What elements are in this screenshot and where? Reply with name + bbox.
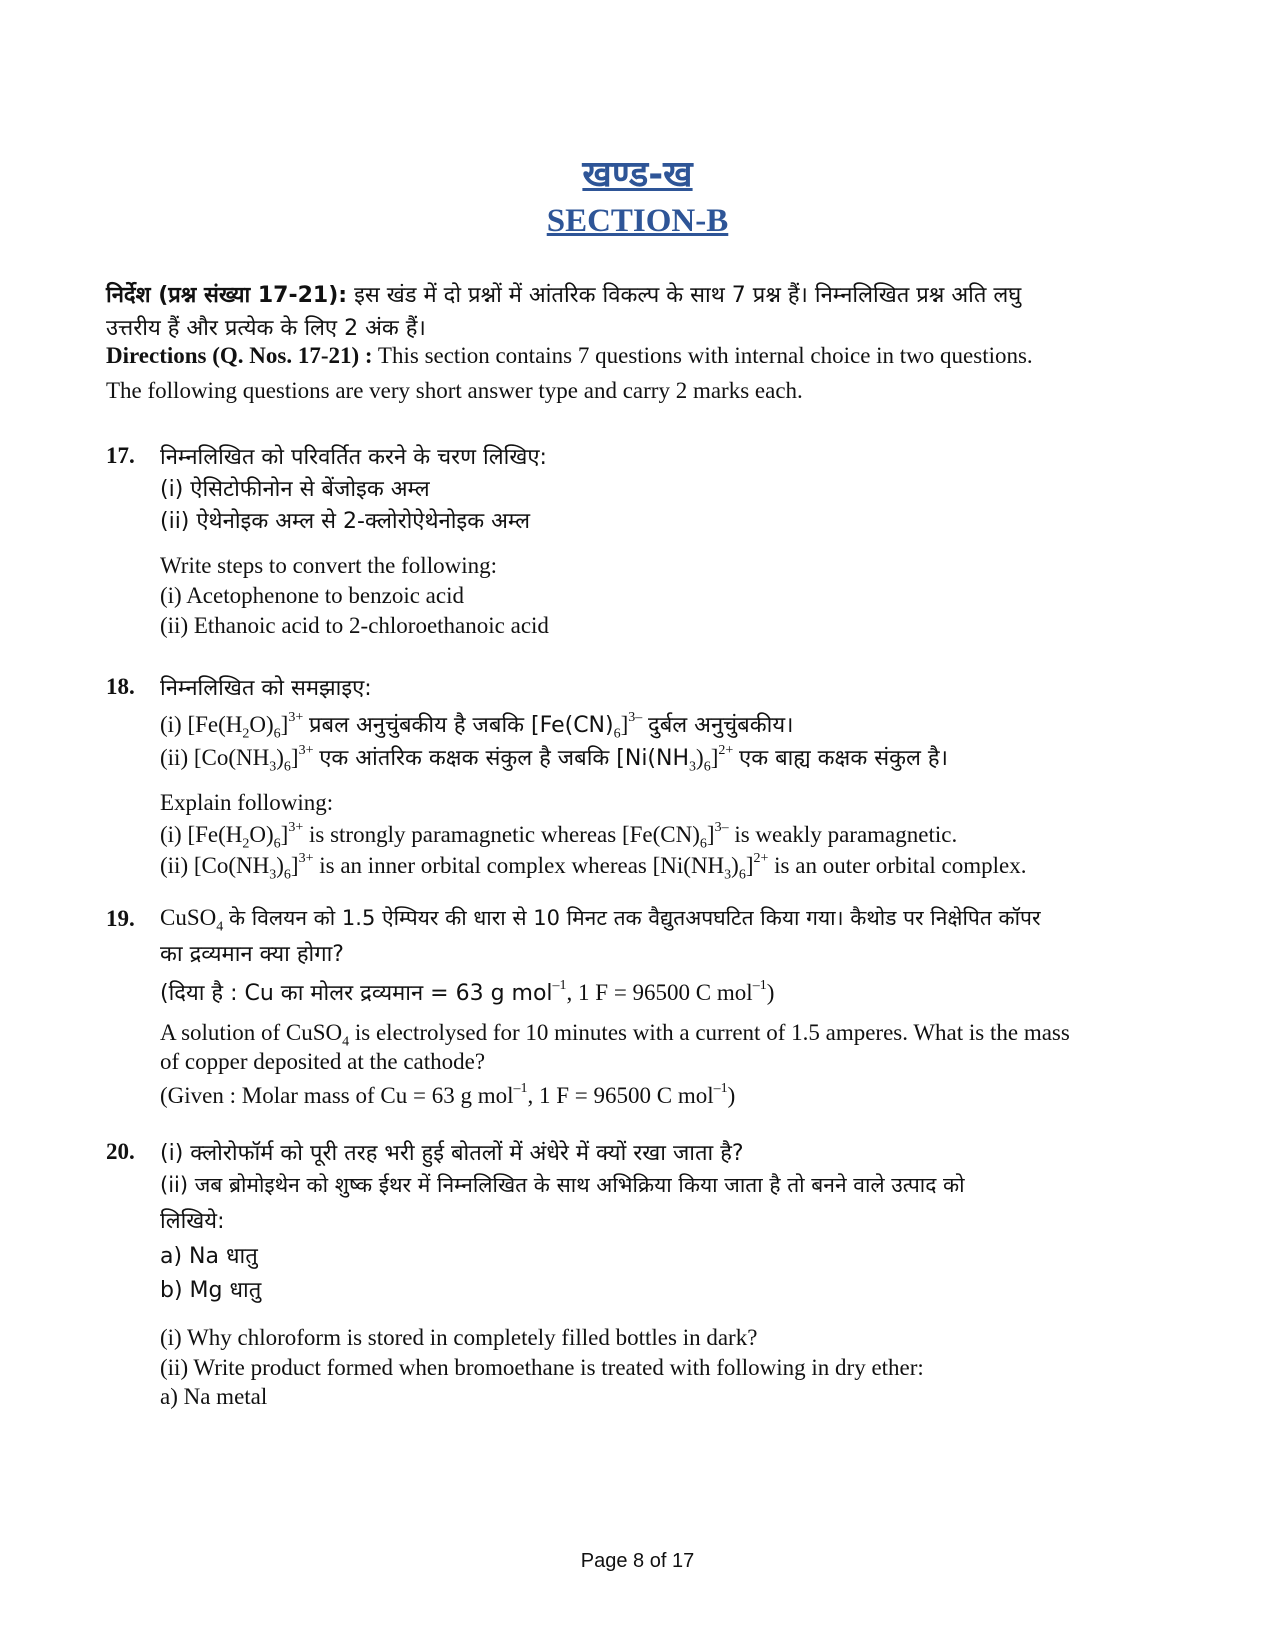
q18-en-ii-sup-2plus: 2+ [753, 851, 769, 867]
q18-hindi-part-i [160, 709, 793, 743]
q19-english-line1 [160, 1020, 1070, 1051]
q18-hi-ii-sub-6: 6 [283, 759, 291, 775]
q18-hi-ii-bracket: ] [290, 745, 299, 770]
q18-hi-i-sup-3minus: 3– [628, 710, 643, 726]
q18-hi-ii-text-a: (ii) [Co(NH [160, 745, 270, 770]
section-title-hindi: खण्ड-ख [582, 154, 693, 195]
q18-english-stem: Explain following: [160, 790, 334, 815]
q18-en-ii-sub-3b: 3 [724, 867, 732, 883]
q19-hi-cuso: CuSO [160, 905, 217, 930]
q19-hi-given-a: (दिया है : Cu का मोलर द्रव्यमान = 63 g mol [160, 981, 553, 1006]
q19-en-given-a: (Given : Molar mass of Cu = 63 g mol [160, 1083, 514, 1108]
q17-hindi-part-i: (i) ऐसिटोफीनोन से बेंजोइक अम्ल [160, 477, 430, 502]
q20-hindi-part-i [160, 1137, 744, 1167]
q18-en-ii-sup-3plus: 3+ [298, 851, 314, 867]
directions-hindi-line2: उत्तरीय हैं और प्रत्येक के लिए 2 अंक हैं। [106, 316, 426, 341]
directions-english-label: Directions (Q. Nos. 17-21) : [106, 343, 373, 368]
q18-hi-ii-sub-3: 3 [269, 759, 277, 775]
q18-hi-ii-text-b: ) [276, 745, 284, 770]
q18-en-i-sub-6: 6 [273, 836, 281, 852]
q19-english-line2: of copper deposited at the cathode? [160, 1049, 486, 1074]
q18-hi-ii-sub-6b: 6 [703, 759, 711, 775]
q18-en-ii-text-c: is an inner orbital complex whereas [Ni(NH [313, 853, 725, 878]
q19-en-sub-4: 4 [342, 1034, 350, 1050]
page-number-footer: Page 8 of 17 [580, 1550, 695, 1572]
q19-hi-line1-text: के विलयन को 1.5 ऐम्पियर की धारा से 10 मिनट तक वैद्युतअपघटित किया गया। कैथोड पर निक्षेपित कॉपर [229, 906, 1041, 930]
question-number-18: 18. [106, 674, 135, 699]
q18-hi-ii-text-b2: ) [696, 745, 704, 770]
q18-hi-i-sup-3plus: 3+ [288, 710, 304, 726]
q18-en-i-text-b: O) [249, 822, 274, 847]
q18-hi-ii-text-c: एक आंतरिक कक्षक संकुल है जबकि [Ni(NH [319, 746, 690, 771]
q20-english-part-i: (i) Why chloroform is stored in completely filled bottles in dark? [160, 1325, 758, 1350]
q20-hi-i-text: (i) क्लोरोफॉर्म को पूरी तरह भरी हुई बोतलों में अंधेरे में क्यों रखा जाता है? [160, 1141, 744, 1166]
q18-hindi-stem: निम्नलिखित को समझाइए: [160, 676, 372, 701]
q18-en-ii-text-b2: ) [731, 853, 739, 878]
q18-en-i-sup-3plus: 3+ [288, 820, 304, 836]
q20-english-part-ii: (ii) Write product formed when bromoethane is treated with following in dry ether: [160, 1355, 924, 1380]
q18-hi-ii-sup-2plus: 2+ [718, 743, 734, 759]
q18-hi-i-text-b: O) [249, 712, 274, 737]
q18-en-i-sup-3minus: 3– [714, 820, 729, 836]
directions-hindi-text1: इस खंड में दो प्रश्नों में आंतरिक विकल्प के साथ 7 प्रश्न हैं। निम्नलिखित प्रश्न अति लघु [347, 283, 1022, 308]
q20-hi-b-text: b) Mg धातु [160, 1278, 262, 1303]
q18-hi-i-text-d: दुर्बल अनुचुंबकीय। [648, 713, 794, 738]
q19-en-given-sup-1: –1 [513, 1081, 528, 1097]
q18-en-i-bracket: ] [280, 822, 289, 847]
q19-hindi-given [160, 977, 774, 1007]
q19-hi-given-b: , 1 F = 96500 C mol [566, 980, 753, 1005]
directions-hindi-line1 [106, 279, 1021, 309]
q20-english-option-a: a) Na metal [160, 1384, 268, 1409]
q20-hindi-option-a [160, 1240, 258, 1270]
q18-en-ii-sub-6b: 6 [738, 867, 746, 883]
q19-hi-given-sup-2: –1 [752, 978, 767, 994]
q18-hi-i-sub-6: 6 [273, 726, 281, 742]
directions-english-text1: This section contains 7 questions with internal choice in two questions. [372, 343, 1033, 368]
q18-en-ii-text-a: (ii) [Co(NH [160, 853, 270, 878]
q18-english-part-ii [160, 853, 1026, 884]
question-number-19: 19. [106, 906, 135, 931]
q20-hindi-option-b [160, 1274, 261, 1304]
q18-en-i-text-c: is strongly paramagnetic whereas [Fe(CN) [303, 822, 700, 847]
q19-en-given-c: ) [727, 1083, 736, 1108]
q18-en-ii-text-b: ) [276, 853, 284, 878]
q18-hindi-part-ii [160, 742, 948, 776]
directions-english-line1 [106, 343, 1033, 369]
q17-hindi-stem: निम्नलिखित को परिवर्तित करने के चरण लिखिए: [160, 445, 547, 470]
q20-hindi-part-ii-line1 [160, 1171, 965, 1199]
q20-hi-ii-text1: (ii) जब ब्रोमोइथेन को शुष्क ईथर में निम्नलिखित के साथ अभिक्रिया किया जाता है तो बनने वाले उत्पाद को [160, 1173, 965, 1197]
q19-hi-sub-4: 4 [216, 919, 224, 935]
q17-english-stem: Write steps to convert the following: [160, 553, 497, 578]
q19-en-line1-b: is electrolysed for 10 minutes with a current of 1.5 amperes. What is the mass [349, 1020, 1070, 1045]
q18-hi-ii-sup-3plus: 3+ [298, 743, 314, 759]
q18-en-i-text-d: is weakly paramagnetic. [728, 822, 958, 847]
directions-hindi-label: निर्देश (प्रश्न संख्या 17-21): [106, 283, 348, 308]
q18-hi-i-sub-6b: 6 [613, 726, 621, 742]
q18-english-part-i [160, 822, 957, 853]
q18-hi-i-bracket-b: ] [620, 712, 629, 737]
question-number-17: 17. [106, 443, 135, 468]
q19-hindi-line1 [160, 904, 1041, 936]
directions-english-line2: The following questions are very short answer type and carry 2 marks each. [106, 378, 803, 403]
q19-hindi-line2: का द्रव्यमान क्या होगा? [160, 942, 344, 967]
q19-english-given [160, 1083, 735, 1109]
q18-en-i-sub-6b: 6 [699, 836, 707, 852]
q19-hi-given-c: ) [766, 980, 775, 1005]
q17-hindi-part-ii: (ii) ऐथेनोइक अम्ल से 2-क्लोरोऐथेनोइक अम्ल [160, 509, 531, 534]
q18-hi-i-sub-2: 2 [242, 726, 250, 742]
q19-en-given-sup-2: –1 [713, 1081, 728, 1097]
q19-hi-given-sup-1: –1 [552, 978, 567, 994]
q18-hi-ii-sub-3b: 3 [689, 759, 697, 775]
q18-en-ii-bracket: ] [290, 853, 299, 878]
q19-en-given-b: , 1 F = 96500 C mol [527, 1083, 714, 1108]
q18-en-i-sub-2: 2 [242, 836, 250, 852]
q18-en-i-bracket-b: ] [706, 822, 715, 847]
q20-hi-a-text: a) Na धातु [160, 1244, 258, 1269]
q18-hi-i-text-c: प्रबल अनुचुंबकीय है जबकि [Fe(CN) [309, 713, 614, 738]
q18-en-ii-sub-6: 6 [283, 867, 291, 883]
q18-hi-i-text-a: (i) [Fe(H [160, 712, 243, 737]
question-number-20: 20. [106, 1139, 135, 1164]
q17-english-part-ii: (ii) Ethanoic acid to 2-chloroethanoic acid [160, 613, 549, 638]
q20-hindi-part-ii-line2: लिखिये: [160, 1209, 225, 1234]
q19-en-line1-a: A solution of CuSO [160, 1020, 343, 1045]
q18-en-ii-text-d: is an outer orbital complex. [768, 853, 1027, 878]
q18-en-ii-bracket-b: ] [745, 853, 754, 878]
q17-english-part-i: (i) Acetophenone to benzoic acid [160, 583, 464, 608]
q18-hi-ii-bracket-b: ] [710, 745, 719, 770]
q18-en-i-text-a: (i) [Fe(H [160, 822, 243, 847]
q18-hi-i-bracket: ] [280, 712, 289, 737]
section-title-english: SECTION-B [546, 203, 729, 239]
q18-hi-ii-text-d: एक बाह्य कक्षक संकुल है। [739, 746, 948, 771]
q18-en-ii-sub-3: 3 [269, 867, 277, 883]
